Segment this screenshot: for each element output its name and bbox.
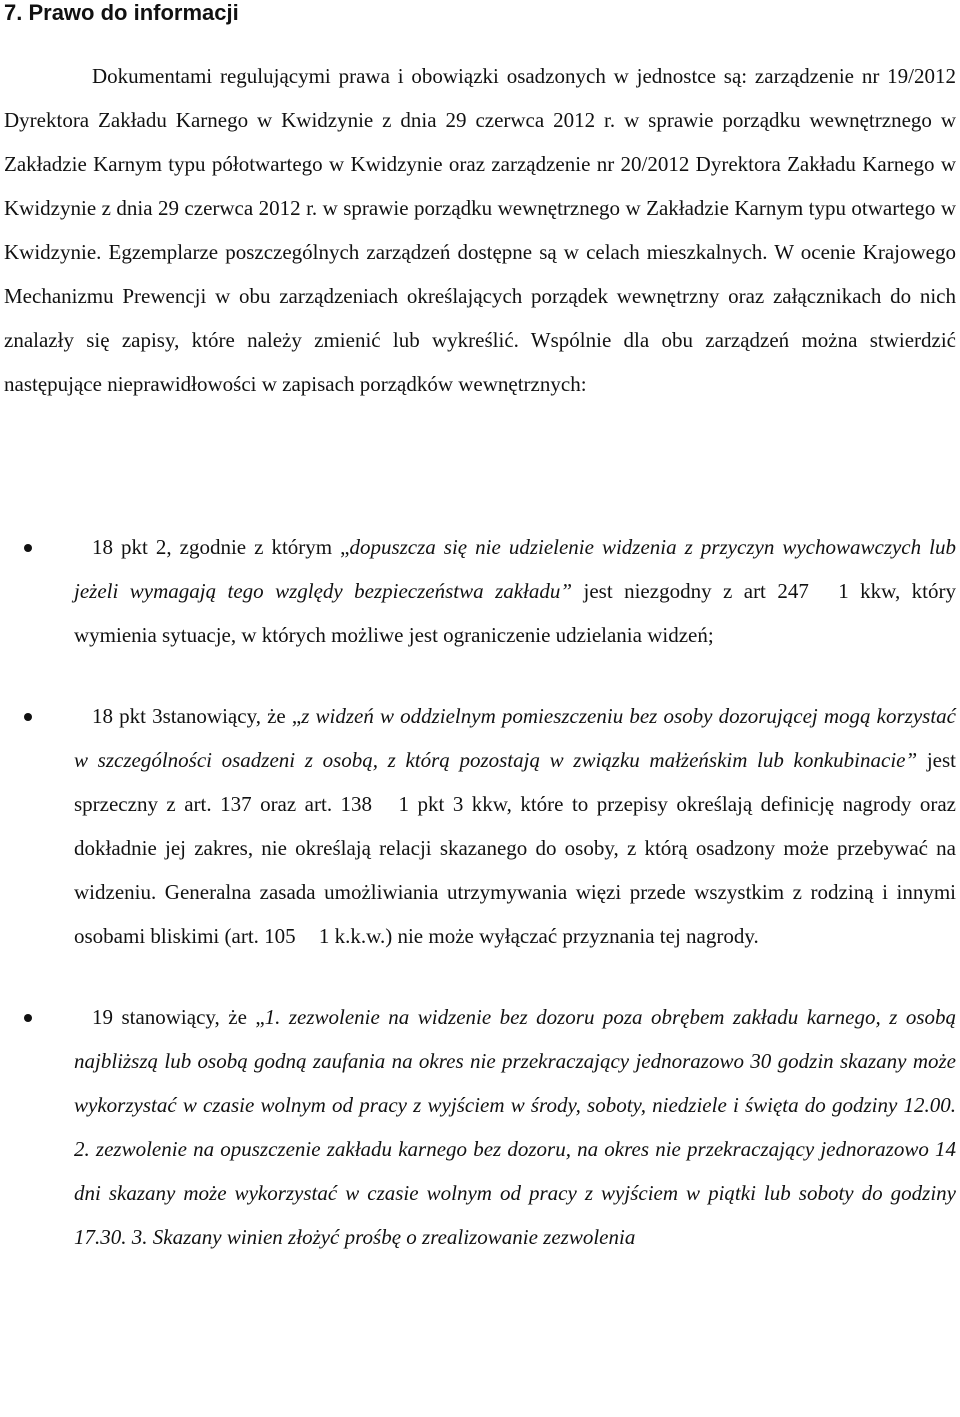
list-item (0, 995, 960, 1259)
bullet-icon (24, 544, 32, 552)
list-item (0, 525, 960, 657)
item-text-pre: 19 stanowiący, że „ (92, 1005, 265, 1029)
item-text-mid: jest niezgodny z art 247 (572, 579, 809, 603)
item-text-post: 1 kkw, który wymienia sytuacje, w których możliwe jest ograniczenie udzielania widzeń; (74, 579, 956, 647)
section-heading: 7. Prawo do informacji (4, 0, 239, 25)
item-quote: z widzeń w oddzielnym pomieszczeniu bez osoby dozorującej mogą korzystać w szczególności osadzeni z osobą, z którą pozostają w związku małżeńskim lub konkubinacie” (74, 704, 956, 772)
item-text-pre: 18 pkt 2, zgodnie z którym „ (92, 535, 350, 559)
item-text-mid: jest sprzeczny z art. 137 oraz art. 138 (74, 748, 956, 816)
item-text-post: 1 pkt 3 kkw, które to przepisy określają definicję nagrody oraz dokładnie jej zakres, nie określają relacji skazanego do osoby, z którą osadzony może przebywać na widzeniu. Generalna zasada umożliwiania utrzymywania więzi przede wszystkim z rodziną i innymi osobami bliskimi (art. 105 (74, 792, 957, 948)
intro-paragraph: Dokumentami regulującymi prawa i obowiązki osadzonych w jednostce są: zarządzenie nr 19/2012 Dyrektora Zakładu Karnego w Kwidzynie z dnia 29 czerwca 2012 r. w sprawie porządku wewnętrznego w Zakładzie Karnym typu półotwartego w Kwidzynie oraz zarządzenie nr 20/2012 Dyrektora Zakładu Karnego w Kwidzynie z dnia 29 czerwca 2012 r. w sprawie porządku wewnętrznego w Zakładzie Karnym typu otwartego w Kwidzynie. Egzemplarze poszczególnych zarządzeń dostępne są w celach mieszkalnych. W ocenie Krajowego Mechanizmu Prewencji w obu zarządzeniach określających porządek wewnętrzny oraz załącznikach do nich znalazły się zapisy, które należy zmienić lub wykreślić. Wspólnie dla obu zarządzeń można stwierdzić następujące nieprawidłowości w zapisach porządków wewnętrznych: (4, 64, 956, 396)
item-text-post: 1 k.k.w.) nie może wyłączać przyznania tej nagrody. (313, 924, 759, 948)
item-quote: dopuszcza się nie udzielenie widzenia z przyczyn wychowawczych lub jeżeli wymagają tego względy bezpieczeństwa zakładu” (74, 535, 956, 603)
bullet-icon (24, 1014, 32, 1022)
item-quote: 1. zezwolenie na widzenie bez dozoru poza obrębem zakładu karnego, z osobą najbliższą lub osobą godną zaufania na okres nie przekraczający jednorazowo 30 godzin skazany może wykorzystać w czasie wolnym od pracy z wyjściem w środy, soboty, niedziele i święta do godziny 12.00. 2. zezwolenie na opuszczenie zakładu karnego bez dozoru, na okres nie przekraczający jednorazowo 14 dni skazany może wykorzystać w czasie wolnym od pracy z wyjściem w piątki lub soboty do godziny 17.30. 3. Skazany winien złożyć prośbę o zrealizowanie zezwolenia (74, 1005, 956, 1249)
bullet-icon (24, 713, 32, 721)
list-item (0, 694, 960, 958)
findings-list (0, 525, 960, 1259)
item-text-pre: 18 pkt 3stanowiący, że „ (92, 704, 302, 728)
